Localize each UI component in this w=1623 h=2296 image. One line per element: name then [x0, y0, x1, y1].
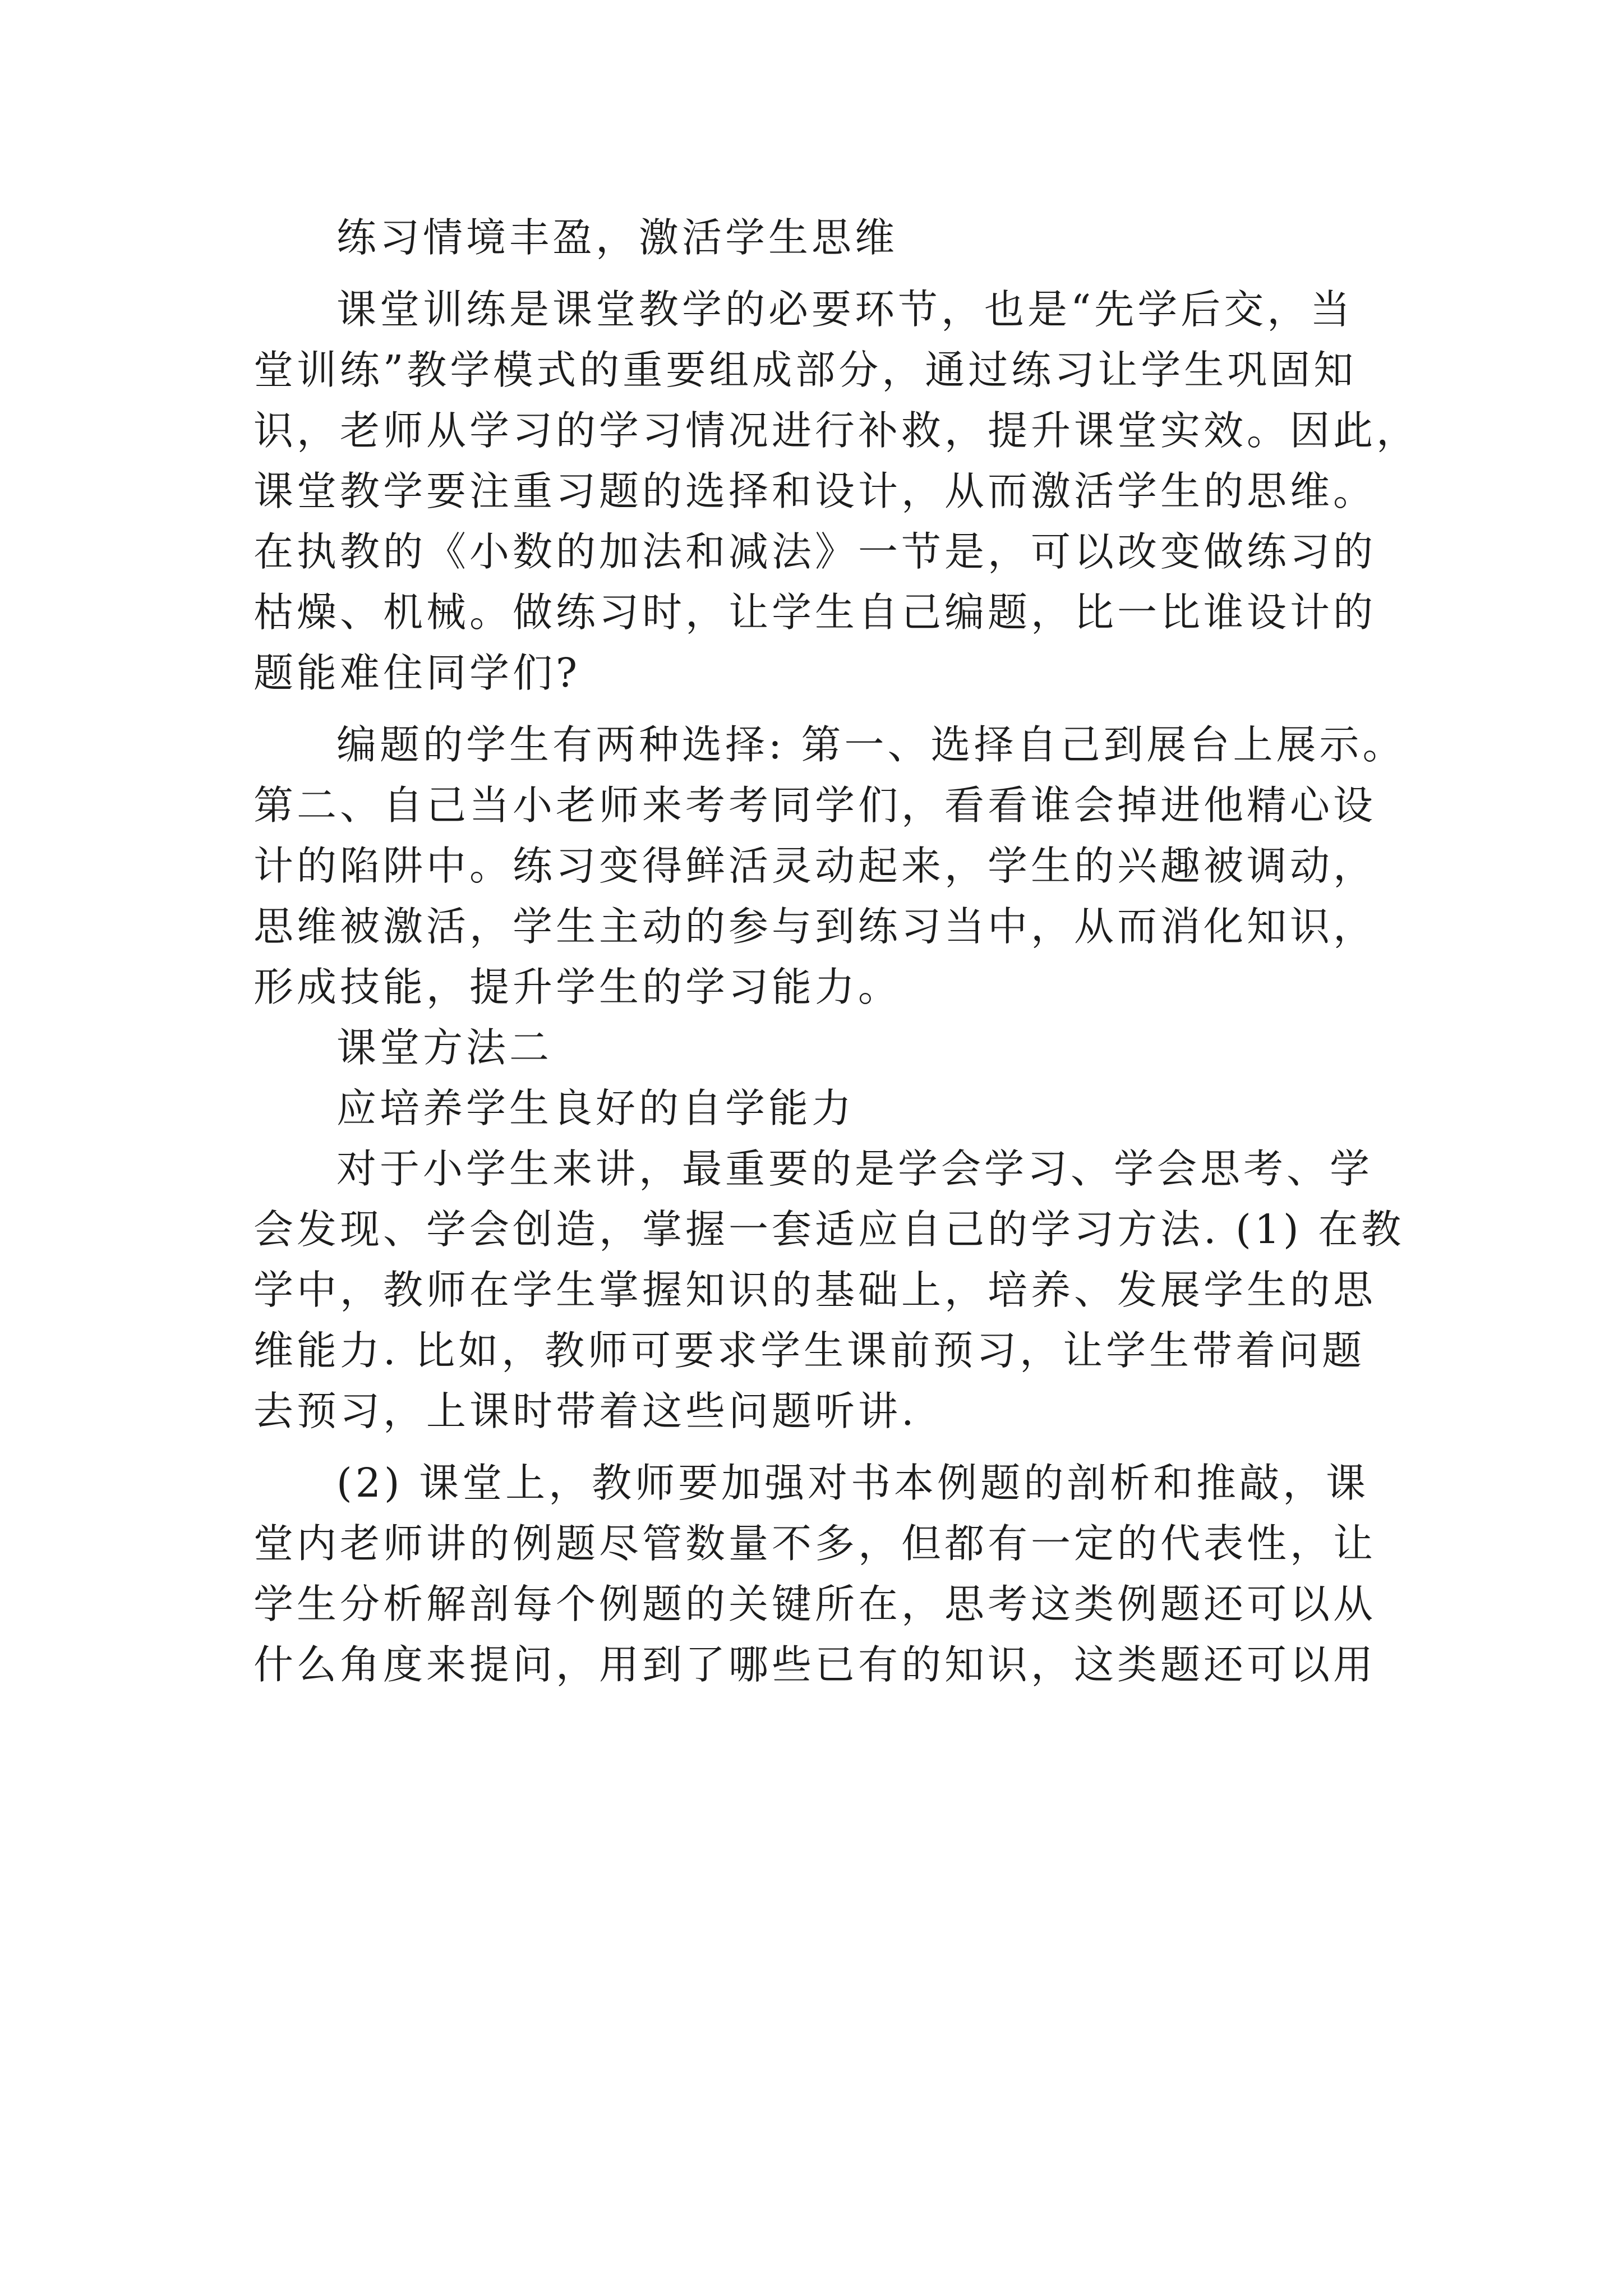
paragraph-line: 学生分析解剖每个例题的关键所在，思考这类例题还可以从: [253, 1581, 1377, 1627]
paragraph-line: 课堂教学要注重习题的选择和设计，从而激活学生的思维。: [253, 468, 1377, 514]
document-body: [253, 208, 1420, 1695]
paragraph-line: 识，老师从学习的学习情况进行补救，提升课堂实效。因此，: [253, 407, 1420, 454]
paragraph-line: 在执教的《小数的加法和减法》一节是，可以改变做练习的: [253, 528, 1377, 575]
paragraph-line: 什么角度来提问，用到了哪些已有的知识，这类题还可以用: [253, 1641, 1377, 1688]
paragraph-line: 堂训练”教学模式的重要组成部分，通过练习让学生巩固知: [253, 347, 1357, 393]
paragraph-line: 计的陷阱中。练习变得鲜活灵动起来，学生的兴趣被调动，: [253, 843, 1377, 889]
section-heading: 应培养学生良好的自学能力: [336, 1085, 855, 1131]
paragraph-line: 维能力. 比如，教师可要求学生课前预习，让学生带着问题: [253, 1327, 1366, 1374]
paragraph-line: 课堂训练是课堂教学的必要环节，也是“先学后交，当: [336, 286, 1354, 333]
paragraph-line: (2) 课堂上，教师要加强对书本例题的剖析和推敲，课: [336, 1460, 1370, 1506]
paragraph-line: 第二、自己当小老师来考考同学们，看看谁会掉进他精心设: [253, 782, 1377, 829]
paragraph-line: 对于小学生来讲，最重要的是学会学习、学会思考、学: [336, 1145, 1373, 1192]
paragraph-line: 形成技能，提升学生的学习能力。: [253, 964, 902, 1010]
paragraph-line: 枯燥、机械。做练习时，让学生自己编题，比一比谁设计的: [253, 589, 1377, 636]
paragraph-line: 会发现、学会创造，掌握一套适应自己的学习方法. (1) 在教: [253, 1206, 1405, 1253]
paragraph-line: 去预习，上课时带着这些问题听讲.: [253, 1388, 917, 1434]
paragraph-line: 思维被激活，学生主动的参与到练习当中，从而消化知识，: [253, 903, 1377, 950]
section-heading: 课堂方法二: [336, 1024, 553, 1071]
paragraph-line: 题能难住同学们?: [253, 650, 581, 696]
section-heading: 练习情境丰盈，激活学生思维: [336, 214, 898, 261]
paragraph-line: 编题的学生有两种选择: 第一、选择自己到展台上展示。: [336, 721, 1406, 768]
paragraph-line: 学中，教师在学生掌握知识的基础上，培养、发展学生的思: [253, 1267, 1377, 1313]
paragraph-line: 堂内老师讲的例题尽管数量不多，但都有一定的代表性，让: [253, 1520, 1377, 1567]
